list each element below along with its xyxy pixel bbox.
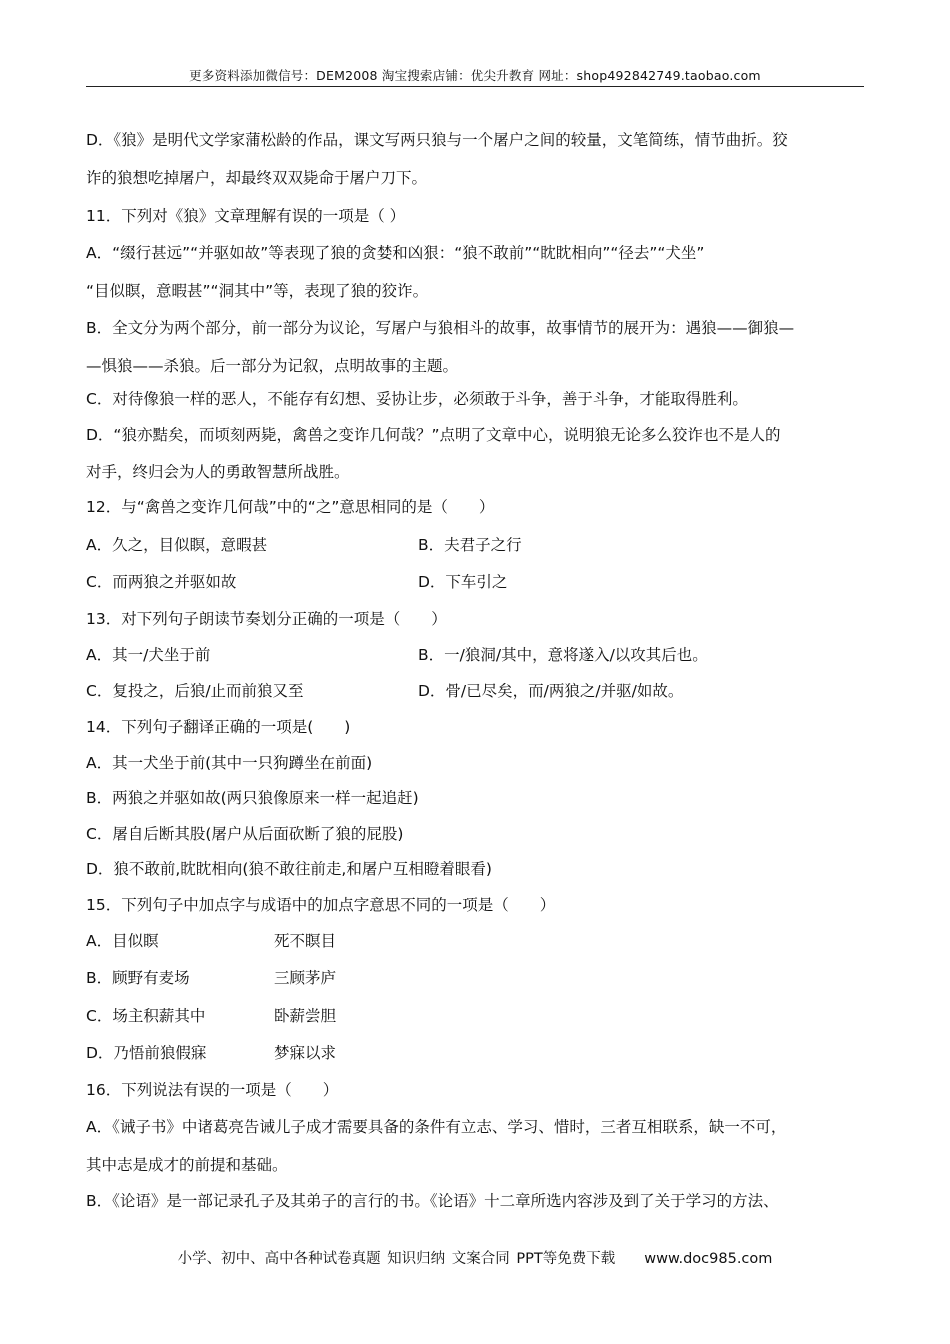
option-line: D．狼不敢前,眈眈相向(狼不敢往前走,和屠户互相瞪着眼看) [86, 860, 492, 878]
text-line: B．全文分为两个部分，前一部分为议论，写屠户与狼相斗的故事，故事情节的展开为：遇狼——御狼— [86, 319, 795, 337]
option-line: B．两狼之并驱如故(两只狼像原来一样一起追赶) [86, 789, 419, 807]
text-line: “目似瞑，意暇甚”“洞其中”等，表现了狼的狡诈。 [86, 282, 429, 300]
option-line: C．而两狼之并驱如故 [86, 573, 237, 591]
text-line: 其中志是成才的前提和基础。 [86, 1156, 288, 1174]
option-line: C．复投之，后狼/止而前狼又至 [86, 682, 304, 700]
text-line: D．“狼亦黠矣，而顷刻两毙，禽兽之变诈几何哉？”点明了文章中心，说明狼无论多么狡诈也不是人的 [86, 426, 781, 444]
option-line: D．骨/已尽矣，而/两狼之/并驱/如故。 [418, 682, 684, 700]
text-line: 对手，终归会为人的勇敢智慧所战胜。 [86, 463, 350, 481]
text-line: —惧狼——杀狼。后一部分为记叙，点明故事的主题。 [86, 357, 459, 375]
question-11: 11．下列对《狼》文章理解有误的一项是（ ） [86, 207, 406, 225]
question-13: 13．对下列句子朗读节奏划分正确的一项是（ ） [86, 610, 447, 628]
text-line: D．《狼》是明代文学家蒲松龄的作品，课文写两只狼与一个屠户之间的较量，文笔简练，情节曲折。狡 [86, 131, 788, 149]
text-line: B．《论语》是一部记录孔子及其弟子的言行的书。《论语》十二章所选内容涉及到了关于学习的方法、 [86, 1192, 779, 1210]
option-line: C．场主积薪其中 [86, 1007, 206, 1025]
page-header: 更多资料添加微信号：DEM2008 淘宝搜索店铺：优尖升教育 网址：shop492842749.taobao.com [189, 68, 761, 83]
question-12: 12．与“禽兽之变诈几何哉”中的“之”意思相同的是（ ） [86, 498, 495, 516]
question-15: 15．下列句子中加点字与成语中的加点字意思不同的一项是（ ） [86, 896, 556, 914]
text-line: A．《诫子书》中诸葛亮告诫儿子成才需要具备的条件有立志、学习、惜时，三者互相联系，缺一不可， [86, 1118, 787, 1136]
option-line: A．其一犬坐于前(其中一只狗蹲坐在前面) [86, 754, 373, 772]
header-divider [86, 86, 864, 87]
idiom-text: 卧薪尝胆 [274, 1007, 337, 1025]
option-line: A．目似瞑 [86, 932, 159, 950]
option-line: A．其一/犬坐于前 [86, 646, 211, 664]
option-line: D．乃悟前狼假寐 [86, 1044, 207, 1062]
option-line: A．久之，目似瞑，意暇甚 [86, 536, 268, 554]
option-line: B．一/狼洞/其中，意将遂入/以攻其后也。 [418, 646, 708, 664]
option-line: D．下车引之 [418, 573, 508, 591]
question-14: 14．下列句子翻译正确的一项是( ) [86, 718, 351, 736]
text-line: A．“缀行甚远”“并驱如故”等表现了狼的贪婪和凶狠：“狼不敢前”“眈眈相向”“径去”“犬坐” [86, 244, 705, 262]
text-line: 诈的狼想吃掉屠户，却最终双双毙命于屠户刀下。 [86, 169, 428, 187]
idiom-text: 三顾茅庐 [274, 969, 337, 987]
option-line: B．夫君子之行 [418, 536, 522, 554]
page-footer: 小学、初中、高中各种试卷真题 知识归纳 文案合同 PPT等免费下载 www.doc985.com [177, 1251, 773, 1267]
idiom-text: 梦寐以求 [274, 1044, 337, 1062]
option-line: B．顾野有麦场 [86, 969, 190, 987]
option-line: C．屠自后断其股(屠户从后面砍断了狼的屁股) [86, 825, 404, 843]
idiom-text: 死不瞑目 [274, 932, 337, 950]
question-16: 16．下列说法有误的一项是（ ） [86, 1081, 339, 1099]
text-line: C．对待像狼一样的恶人，不能存有幻想、妥协让步，必须敢于斗争，善于斗争，才能取得胜利。 [86, 390, 748, 408]
